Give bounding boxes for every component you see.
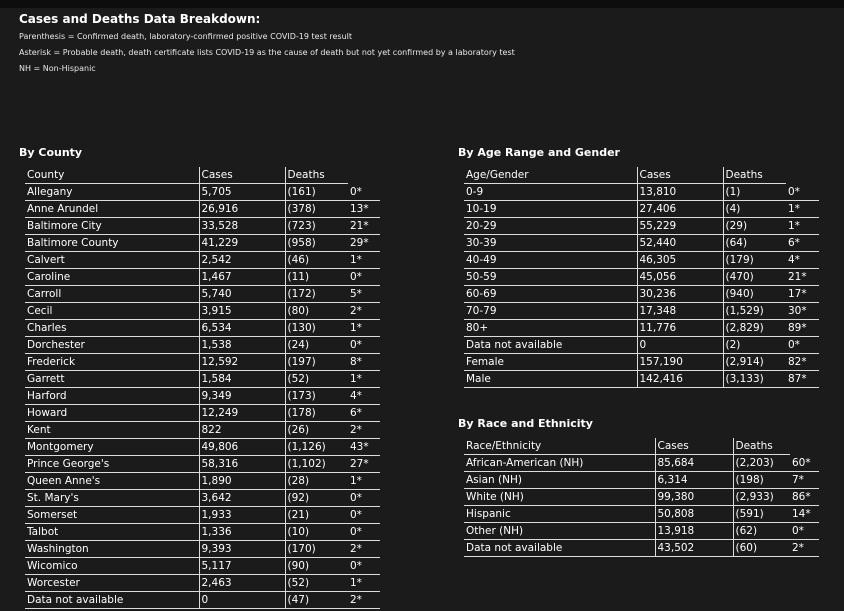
probable-deaths-value: 4* [786,252,819,269]
cases-value: 1,538 [199,337,285,354]
row-label: Other (NH) [464,523,655,540]
cases-value: 3,915 [199,303,285,320]
row-label: 20-29 [464,218,637,235]
row-label: 60-69 [464,286,637,303]
cases-value: 55,229 [637,218,723,235]
table-row [25,575,380,592]
probable-deaths-value: 82* [786,354,819,371]
cases-value: 142,416 [637,371,723,388]
confirmed-deaths-value: (198) [733,472,790,489]
confirmed-deaths-value: (29) [723,218,786,235]
cases-value: 58,316 [199,456,285,473]
table-header-row [25,167,380,184]
cases-value: 1,336 [199,524,285,541]
probable-header [790,438,819,455]
page-title: Cases and Deaths Data Breakdown: [19,12,261,26]
cases-value: 157,190 [637,354,723,371]
confirmed-deaths-value: (47) [285,592,348,609]
cases-value: 2,463 [199,575,285,592]
table-row [25,371,380,388]
confirmed-deaths-value: (24) [285,337,348,354]
probable-deaths-value: 2* [348,541,380,558]
row-label: Calvert [25,252,199,269]
confirmed-deaths-value: (940) [723,286,786,303]
row-label: Garrett [25,371,199,388]
table-row [464,286,819,303]
cases-value: 0 [199,592,285,609]
confirmed-deaths-value: (178) [285,405,348,422]
table-row [464,252,819,269]
row-label: 40-49 [464,252,637,269]
table-row [464,235,819,252]
cases-value: 17,348 [637,303,723,320]
table-row [25,201,380,218]
probable-deaths-value: 6* [348,405,380,422]
row-label: Worcester [25,575,199,592]
probable-deaths-value: 2* [348,592,380,609]
row-label: Howard [25,405,199,422]
confirmed-deaths-value: (64) [723,235,786,252]
row-label: Data not available [25,592,199,609]
confirmed-deaths-value: (170) [285,541,348,558]
cases-value: 26,916 [199,201,285,218]
probable-deaths-value: 0* [790,523,819,540]
cases-value: 11,776 [637,320,723,337]
confirmed-deaths-value: (52) [285,575,348,592]
confirmed-deaths-value: (3,133) [723,371,786,388]
row-label: Anne Arundel [25,201,199,218]
row-label: Washington [25,541,199,558]
top-bar [0,0,844,8]
county-table [25,167,380,609]
cases-header: Cases [199,167,285,184]
probable-deaths-value: 1* [348,575,380,592]
cases-value: 30,236 [637,286,723,303]
table-row [464,320,819,337]
row-label: Carroll [25,286,199,303]
confirmed-deaths-value: (1,529) [723,303,786,320]
cases-value: 822 [199,422,285,439]
confirmed-deaths-value: (2,933) [733,489,790,506]
cases-value: 1,933 [199,507,285,524]
confirmed-deaths-value: (92) [285,490,348,507]
row-label: Talbot [25,524,199,541]
table-row [25,558,380,575]
table-row [25,235,380,252]
confirmed-deaths-value: (52) [285,371,348,388]
row-label: 10-19 [464,201,637,218]
confirmed-deaths-value: (26) [285,422,348,439]
probable-deaths-value: 5* [348,286,380,303]
probable-deaths-value: 1* [348,252,380,269]
cases-value: 5,117 [199,558,285,575]
cases-value: 13,918 [655,523,733,540]
probable-deaths-value: 1* [348,371,380,388]
legend-asterisk: Asterisk = Probable death, death certificate lists COVID-19 as the cause of death but not yet confirmed by a laboratory test [19,48,515,57]
cases-value: 3,642 [199,490,285,507]
cases-value: 1,584 [199,371,285,388]
confirmed-deaths-value: (723) [285,218,348,235]
row-label: Queen Anne's [25,473,199,490]
row-label: 50-59 [464,269,637,286]
confirmed-deaths-value: (179) [723,252,786,269]
row-label: Hispanic [464,506,655,523]
row-label: 70-79 [464,303,637,320]
row-label: Data not available [464,337,637,354]
cases-value: 45,056 [637,269,723,286]
legend-parenthesis: Parenthesis = Confirmed death, laboratory-confirmed positive COVID-19 test result [19,32,352,41]
race-section-title: By Race and Ethnicity [458,417,593,430]
age-gender-table [464,167,819,388]
confirmed-deaths-value: (161) [285,184,348,201]
row-label: Kent [25,422,199,439]
confirmed-deaths-value: (1,126) [285,439,348,456]
probable-deaths-value: 0* [348,524,380,541]
probable-deaths-value: 0* [786,337,819,354]
probable-deaths-value: 14* [790,506,819,523]
confirmed-deaths-value: (11) [285,269,348,286]
cases-value: 9,393 [199,541,285,558]
table-header-row [464,167,819,184]
confirmed-deaths-value: (46) [285,252,348,269]
probable-deaths-value: 4* [348,388,380,405]
table-row [25,320,380,337]
row-label: Prince George's [25,456,199,473]
probable-header [348,167,380,184]
cases-value: 85,684 [655,455,733,472]
table-row [464,523,819,540]
probable-deaths-value: 0* [348,490,380,507]
row-label: 0-9 [464,184,637,201]
probable-deaths-value: 0* [786,184,819,201]
cases-value: 12,249 [199,405,285,422]
row-label: Caroline [25,269,199,286]
table-row [25,286,380,303]
probable-deaths-value: 60* [790,455,819,472]
table-row [25,422,380,439]
legend-nh: NH = Non-Hispanic [19,64,96,73]
row-label: Wicomico [25,558,199,575]
probable-deaths-value: 0* [348,184,380,201]
table-row [464,303,819,320]
probable-deaths-value: 27* [348,456,380,473]
cases-value: 5,740 [199,286,285,303]
cases-value: 0 [637,337,723,354]
row-label: Allegany [25,184,199,201]
confirmed-deaths-value: (60) [733,540,790,557]
table-row [464,506,819,523]
row-label: Somerset [25,507,199,524]
row-label: Data not available [464,540,655,557]
confirmed-deaths-value: (21) [285,507,348,524]
confirmed-deaths-value: (1) [723,184,786,201]
cases-value: 1,467 [199,269,285,286]
row-label: Cecil [25,303,199,320]
table-row [25,490,380,507]
table-row [25,388,380,405]
cases-value: 6,534 [199,320,285,337]
probable-deaths-value: 43* [348,439,380,456]
table-row [464,455,819,472]
row-label: 80+ [464,320,637,337]
probable-deaths-value: 1* [348,473,380,490]
row-label: Asian (NH) [464,472,655,489]
row-label: Male [464,371,637,388]
cases-value: 1,890 [199,473,285,490]
table-row [464,472,819,489]
row-label: Female [464,354,637,371]
probable-deaths-value: 1* [786,218,819,235]
confirmed-deaths-value: (958) [285,235,348,252]
confirmed-deaths-value: (130) [285,320,348,337]
probable-deaths-value: 6* [786,235,819,252]
probable-deaths-value: 8* [348,354,380,371]
cases-value: 99,380 [655,489,733,506]
probable-deaths-value: 21* [786,269,819,286]
deaths-header: Deaths [733,438,790,455]
county-section-title: By County [19,146,83,159]
table-row [25,541,380,558]
confirmed-deaths-value: (197) [285,354,348,371]
deaths-header: Deaths [723,167,786,184]
table-row [464,354,819,371]
table-row [25,439,380,456]
probable-deaths-value: 2* [348,303,380,320]
probable-deaths-value: 17* [786,286,819,303]
cases-value: 6,314 [655,472,733,489]
cases-value: 27,406 [637,201,723,218]
confirmed-deaths-value: (62) [733,523,790,540]
table-row [25,184,380,201]
table-row [25,269,380,286]
label-header: Race/Ethnicity [464,438,655,455]
probable-deaths-value: 13* [348,201,380,218]
table-row [464,371,819,388]
confirmed-deaths-value: (2,829) [723,320,786,337]
age-section-title: By Age Range and Gender [458,146,620,159]
table-row [25,405,380,422]
probable-deaths-value: 0* [348,337,380,354]
cases-value: 49,806 [199,439,285,456]
probable-deaths-value: 2* [790,540,819,557]
row-label: Harford [25,388,199,405]
table-row [25,473,380,490]
deaths-header: Deaths [285,167,348,184]
row-label: White (NH) [464,489,655,506]
cases-value: 13,810 [637,184,723,201]
label-header: County [25,167,199,184]
confirmed-deaths-value: (470) [723,269,786,286]
probable-deaths-value: 87* [786,371,819,388]
cases-header: Cases [655,438,733,455]
confirmed-deaths-value: (80) [285,303,348,320]
row-label: Baltimore County [25,235,199,252]
row-label: 30-39 [464,235,637,252]
confirmed-deaths-value: (591) [733,506,790,523]
probable-deaths-value: 7* [790,472,819,489]
cases-value: 46,305 [637,252,723,269]
confirmed-deaths-value: (2,914) [723,354,786,371]
table-row [25,252,380,269]
cases-value: 12,592 [199,354,285,371]
cases-value: 2,542 [199,252,285,269]
table-row [464,218,819,235]
row-label: Dorchester [25,337,199,354]
probable-deaths-value: 2* [348,422,380,439]
table-row [464,337,819,354]
race-ethnicity-table [464,438,819,557]
label-header: Age/Gender [464,167,637,184]
cases-value: 41,229 [199,235,285,252]
cases-header: Cases [637,167,723,184]
table-row [25,337,380,354]
row-label: Frederick [25,354,199,371]
probable-deaths-value: 30* [786,303,819,320]
confirmed-deaths-value: (2) [723,337,786,354]
confirmed-deaths-value: (1,102) [285,456,348,473]
table-row [25,524,380,541]
table-row [25,354,380,371]
probable-deaths-value: 86* [790,489,819,506]
row-label: Charles [25,320,199,337]
probable-deaths-value: 1* [786,201,819,218]
probable-deaths-value: 89* [786,320,819,337]
cases-value: 52,440 [637,235,723,252]
cases-value: 5,705 [199,184,285,201]
table-row [25,218,380,235]
probable-deaths-value: 0* [348,558,380,575]
confirmed-deaths-value: (10) [285,524,348,541]
table-row [25,456,380,473]
confirmed-deaths-value: (173) [285,388,348,405]
cases-value: 50,808 [655,506,733,523]
table-row [464,269,819,286]
confirmed-deaths-value: (2,203) [733,455,790,472]
table-row [464,184,819,201]
confirmed-deaths-value: (172) [285,286,348,303]
probable-header [786,167,819,184]
table-row [464,489,819,506]
row-label: Baltimore City [25,218,199,235]
table-header-row [464,438,819,455]
confirmed-deaths-value: (28) [285,473,348,490]
cases-value: 33,528 [199,218,285,235]
confirmed-deaths-value: (4) [723,201,786,218]
table-row [25,303,380,320]
confirmed-deaths-value: (378) [285,201,348,218]
row-label: St. Mary's [25,490,199,507]
table-row [25,592,380,609]
probable-deaths-value: 21* [348,218,380,235]
confirmed-deaths-value: (90) [285,558,348,575]
probable-deaths-value: 1* [348,320,380,337]
cases-value: 43,502 [655,540,733,557]
cases-value: 9,349 [199,388,285,405]
table-row [464,540,819,557]
probable-deaths-value: 29* [348,235,380,252]
probable-deaths-value: 0* [348,269,380,286]
probable-deaths-value: 0* [348,507,380,524]
row-label: Montgomery [25,439,199,456]
table-row [464,201,819,218]
row-label: African-American (NH) [464,455,655,472]
table-row [25,507,380,524]
